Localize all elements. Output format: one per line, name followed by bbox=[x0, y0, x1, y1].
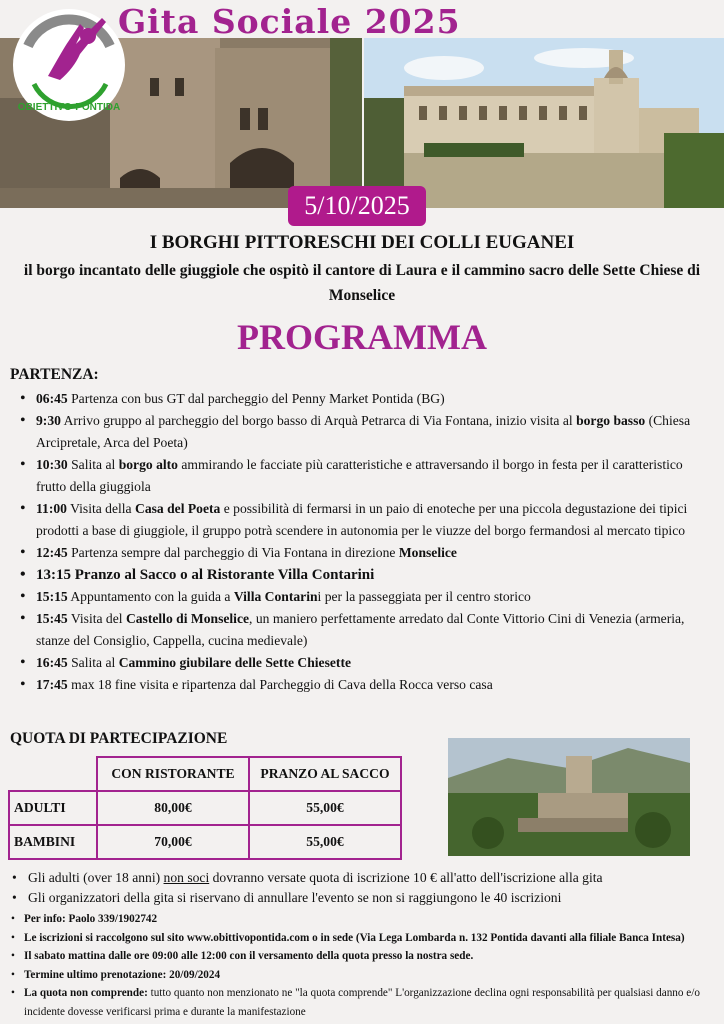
event-title: I BORGHI PITTORESCHI DEI COLLI EUGANEI bbox=[149, 232, 575, 253]
table-header: CON RISTORANTE bbox=[97, 757, 249, 791]
info-item: • La quota non comprende: tutto quanto non menzionato ne "la quota comprende" L'organizzazione declina ogni responsabilità per qualsiasi danno e/o incidente dovesse verificarsi prima e durante la manifestazione bbox=[10, 984, 714, 1021]
itinerary-item: • 17:45 max 18 fine visita e ripartenza dal Parcheggio di Cava della Rocca verso casa bbox=[18, 674, 708, 696]
date-badge: 5/10/2025 bbox=[288, 186, 426, 226]
row-label: ADULTI bbox=[9, 791, 97, 825]
note-item: • Gli adulti (over 18 anni) non soci dovranno versate quota di iscrizione 10 € all'atto dell'iscrizione alla gita bbox=[10, 868, 710, 888]
itinerary-item: • 16:45 Salita al Cammino giubilare delle Sette Chiesette bbox=[18, 652, 708, 674]
page-title: Gita Sociale 2025 bbox=[118, 2, 461, 41]
quota-heading: QUOTA DI PARTECIPAZIONE bbox=[10, 730, 228, 747]
table-cell: 55,00€ bbox=[249, 791, 401, 825]
table-corner bbox=[9, 757, 97, 791]
obiettivo-pontida-logo bbox=[10, 6, 128, 124]
villa-photo bbox=[364, 38, 724, 208]
programma-heading: PROGRAMMA bbox=[237, 317, 487, 357]
itinerary-item: • 15:15 Appuntamento con la guida a Villa Contarini per la passeggiata per il centro storico bbox=[18, 586, 708, 608]
svg-text:OBIETTIVO•PONTIDA: OBIETTIVO•PONTIDA bbox=[17, 102, 121, 113]
itinerary-item: • 13:15 Pranzo al Sacco o al Ristorante Villa Contarini bbox=[18, 564, 708, 586]
table-cell: 70,00€ bbox=[97, 825, 249, 859]
info-item: • Per info: Paolo 339/1902742 bbox=[10, 910, 714, 929]
note-item: • Gli organizzatori della gita si riservano di annullare l'evento se non si raggiungono le 40 iscrizioni bbox=[10, 888, 710, 908]
itinerary-item: • 15:45 Visita del Castello di Monselice, un maniero perfettamente arredato dal Conte Vittorio Cini di Venezia (armeria, stanze del Consiglio, Cappella, cucina medievale) bbox=[18, 608, 708, 652]
itinerary-list bbox=[18, 388, 708, 696]
itinerary-item: • 12:45 Partenza sempre dal parcheggio di Via Fontana in direzione Monselice bbox=[18, 542, 708, 564]
itinerary-item: • 10:30 Salita al borgo alto ammirando le facciate più caratteristiche e attraversando il borgo in festa per il caratteristico frutto della giuggiola bbox=[18, 454, 708, 498]
table-cell: 55,00€ bbox=[249, 825, 401, 859]
info-item: • Le iscrizioni si raccolgono sul sito www.obittivopontida.com o in sede (Via Lega Lombarda n. 132 Pontida davanti alla filiale Banca Intesa) bbox=[10, 929, 714, 948]
info-item: • Termine ultimo prenotazione: 20/09/2024 bbox=[10, 966, 714, 985]
info-item: • Il sabato mattina dalle ore 09:00 alle 12:00 con il versamento della quota presso la nostra sede. bbox=[10, 947, 714, 966]
table-row bbox=[9, 757, 401, 791]
table-header: PRANZO AL SACCO bbox=[249, 757, 401, 791]
info-list bbox=[10, 910, 714, 1021]
notes-list bbox=[10, 868, 710, 908]
table-cell: 80,00€ bbox=[97, 791, 249, 825]
itinerary-item: • 11:00 Visita della Casa del Poeta e possibilità di fermarsi in un paio di enoteche per una piccola degustazione dei tipici prodotti a base di giuggiole, il gruppo potrà scendere in autonomia per le viuzze del borgo fermandosi al mercato tipico bbox=[18, 498, 708, 542]
price-table bbox=[8, 756, 402, 860]
itinerary-item: • 9:30 Arrivo gruppo al parcheggio del borgo basso di Arquà Petrarca di Via Fontana, inizio visita al borgo basso (Chiesa Arcipretale, Arca del Poeta) bbox=[18, 410, 708, 454]
table-row bbox=[9, 791, 401, 825]
itinerary-item: • 06:45 Partenza con bus GT dal parcheggio del Penny Market Pontida (BG) bbox=[18, 388, 708, 410]
event-subtitle: il borgo incantato delle giuggiole che ospitò il cantore di Laura e il cammino sacro delle Sette Chiese di Monselice bbox=[23, 262, 701, 304]
table-row bbox=[9, 825, 401, 859]
partenza-heading: PARTENZA: bbox=[10, 366, 99, 383]
castle-photo bbox=[448, 738, 690, 856]
row-label: BAMBINI bbox=[9, 825, 97, 859]
